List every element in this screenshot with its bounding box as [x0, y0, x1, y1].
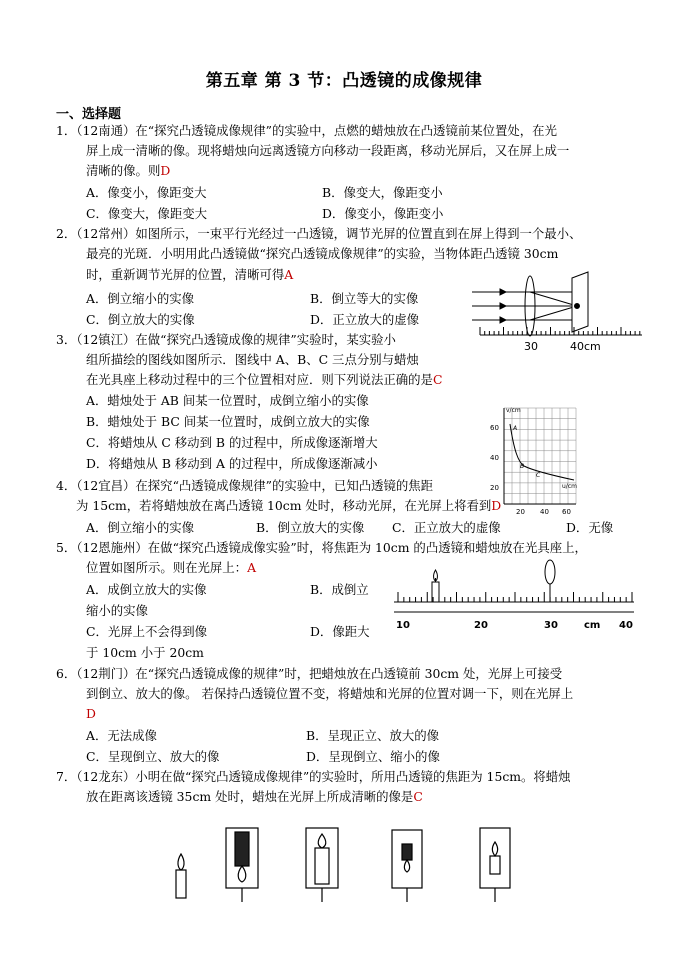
- q5-option-b-cont: 缩小的实像: [86, 603, 148, 618]
- q6-option-d: D．呈现倒立、缩小的像: [306, 749, 440, 764]
- q7-answer: C: [413, 789, 423, 804]
- q2-option-d: D．正立放大的虚像: [310, 312, 420, 327]
- q2-option-c: C．倒立放大的实像: [86, 312, 195, 327]
- image-distance-graph: [488, 400, 583, 518]
- q5-line-1: 5．（12恩施州）在做“探究凸透镜成像实验”时，将焦距为 10cm 的凸透镜和蜡烛放在光具座上，: [56, 540, 587, 555]
- graph-xtick-60: 60: [562, 508, 571, 516]
- q1-option-d: D．像变小，像距变小: [322, 206, 444, 221]
- q1-answer: D: [160, 163, 171, 178]
- q4-option-d: D．无像: [566, 520, 614, 535]
- graph-ytick-60: 60: [490, 424, 499, 432]
- q6-line-1: 6．（12荆门）在“探究凸透镜成像的规律”时，把蜡烛放在凸透镜前 30cm 处，光屏上可接受: [56, 666, 563, 681]
- q2-option-a: A．倒立缩小的实像: [86, 291, 195, 306]
- candle-image-2-icon: [226, 828, 258, 902]
- lens-focus-figure: [462, 270, 662, 356]
- q3-answer: C: [432, 372, 443, 387]
- candle-image-3-icon: [306, 828, 338, 902]
- ruler-label-10: 10: [396, 620, 410, 631]
- ruler-label-cm: cm: [584, 620, 601, 631]
- q1-line-3: 清晰的像。则D: [86, 163, 171, 178]
- graph-ytick-20: 20: [490, 484, 499, 492]
- optical-bench-figure: [394, 558, 638, 632]
- q2-line-1: 2．（12常州）如图所示，一束平行光经过一凸透镜，调节光屏的位置直到在屏上得到一个最小、: [56, 226, 582, 241]
- q2-ruler-label-40: 40cm: [570, 340, 601, 353]
- q4-answer: D: [491, 498, 502, 513]
- q5-option-c: C．光屏上不会得到像: [86, 624, 207, 639]
- ruler-label-40: 40: [619, 620, 633, 631]
- ruler-label-20: 20: [474, 620, 488, 631]
- q5-option-b: B．成倒立: [310, 582, 369, 597]
- q1-line-2: 屏上成一清晰的像。现将蜡烛向远离透镜方向移动一段距离，移动光屏后，又在屏上成一: [86, 143, 570, 158]
- graph-ytick-40: 40: [490, 454, 499, 462]
- q6-option-a: A．无法成像: [86, 728, 157, 743]
- q6-option-c: C．呈现倒立、放大的像: [86, 749, 220, 764]
- q2-line-2: 最亮的光斑．小明用此凸透镜做“探究凸透镜成像规律”的实验，当物体距凸透镜 30cm: [86, 246, 559, 261]
- q4-line-2: 为 15cm，若将蜡烛放在离凸透镜 10cm 处时，移动光屏，在光屏上将看到D: [76, 498, 502, 513]
- q7-line-2: 放在距离该透镜 35cm 处时，蜡烛在光屏上所成清晰的像是C: [86, 789, 423, 804]
- q7-line-1: 7．（12龙东）小明在做“探究凸透镜成像规律”的实验时，所用凸透镜的焦距为 15cm。将蜡烛: [56, 769, 571, 784]
- q2-answer: A: [284, 267, 294, 282]
- graph-point-b: B: [520, 463, 525, 470]
- q7-candle-images: [170, 824, 530, 904]
- candle-image-5-icon: [480, 828, 510, 902]
- q1-option-b: B．像变大，像距变小: [322, 185, 443, 200]
- graph-xtick-40: 40: [540, 508, 549, 516]
- q3-option-d: D．将蜡烛从 B 移动到 A 的过程中，所成像逐渐减小: [86, 456, 378, 471]
- q6-answer: D: [86, 706, 96, 721]
- q5-line-2: 位置如图所示。则在光屏上：A: [86, 560, 257, 575]
- q2-line-3: 时，重新调节光屏的位置，清晰可得A: [86, 267, 294, 282]
- graph-ylabel: v/cm: [506, 407, 521, 414]
- q6-line-2: 到倒立、放大的像。 若保持凸透镜位置不变，将蜡烛和光屏的位置对调一下，则在光屏上: [86, 686, 574, 701]
- q3-line-3: 在光具座上移动过程中的三个位置相对应．则下列说法正确的是C: [86, 372, 443, 387]
- graph-xlabel: u/cm: [562, 483, 577, 490]
- q3-option-a: A．蜡烛处于 AB 间某一位置时，成倒立缩小的实像: [86, 393, 369, 408]
- q5-option-d: D．像距大: [310, 624, 370, 639]
- q3-line-1: 3．（12镇江）在做“探究凸透镜成像的规律”实验时，某实验小: [56, 332, 396, 347]
- candle-image-1-icon: [176, 854, 186, 898]
- q4-line-1: 4．（12宜昌）在探究“凸透镜成像规律”的实验中，已知凸透镜的焦距: [56, 478, 434, 493]
- q4-option-a: A．倒立缩小的实像: [86, 520, 195, 535]
- q2-ruler-label-30: 30: [524, 340, 538, 353]
- page-title: 第五章 第 3 节：凸透镜的成像规律: [205, 71, 483, 91]
- graph-xtick-20: 20: [516, 508, 525, 516]
- q3-line-2: 组所描绘的图线如图所示．图线中 A、B、C 三点分别与蜡烛: [86, 352, 419, 367]
- q1-line-1: 1．（12南通）在“探究凸透镜成像规律”的实验中，点燃的蜡烛放在凸透镜前某位置处，在光: [56, 123, 557, 138]
- q1-option-a: A．像变小，像距变大: [86, 185, 207, 200]
- q4-option-c: C．正立放大的虚像: [392, 520, 501, 535]
- graph-point-c: C: [536, 472, 541, 479]
- q5-option-d-cont: 于 10cm 小于 20cm: [86, 645, 204, 660]
- q3-option-c: C．将蜡烛从 C 移动到 B 的过程中，所成像逐渐增大: [86, 435, 378, 450]
- candle-image-4-icon: [392, 830, 422, 902]
- ruler-label-30: 30: [544, 620, 558, 631]
- q4-option-b: B．倒立放大的实像: [256, 520, 365, 535]
- q5-option-a: A．成倒立放大的实像: [86, 582, 207, 597]
- q2-option-b: B．倒立等大的实像: [310, 291, 419, 306]
- q5-answer: A: [247, 560, 257, 575]
- graph-point-a: A: [513, 425, 518, 432]
- q6-option-b: B．呈现正立、放大的像: [306, 728, 440, 743]
- section-heading: 一、选择题: [56, 107, 122, 122]
- q1-option-c: C．像变大，像距变大: [86, 206, 207, 221]
- q3-option-b: B．蜡烛处于 BC 间某一位置时，成倒立放大的实像: [86, 414, 370, 429]
